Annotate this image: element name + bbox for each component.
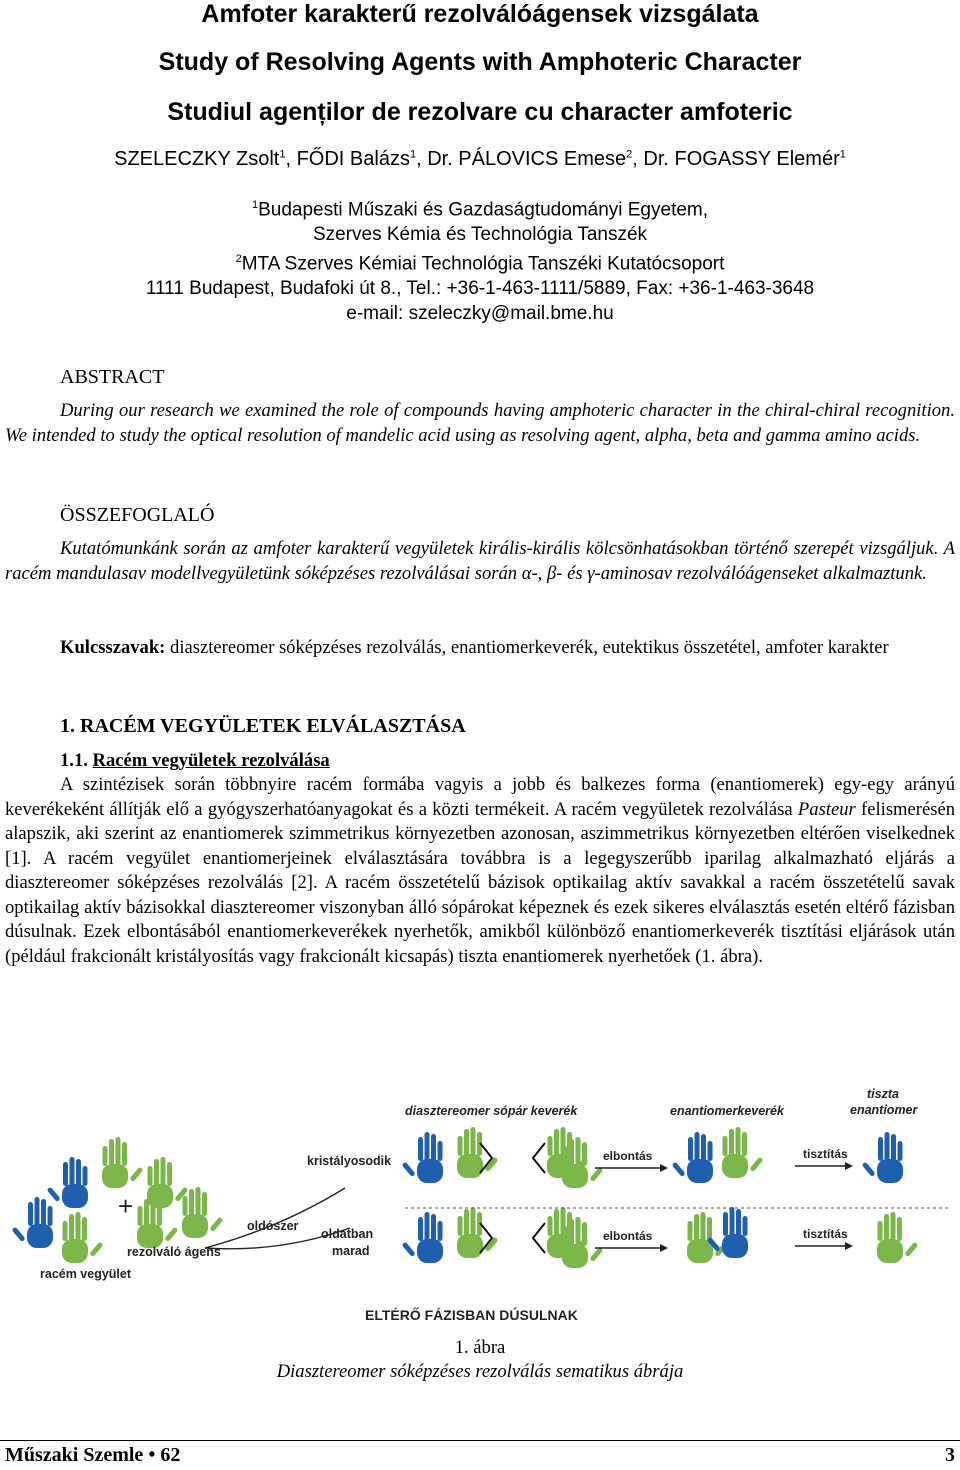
footer-journal: Műszaki Szemle • 62 — [5, 1444, 181, 1466]
label-oldatban: oldatban — [321, 1227, 374, 1241]
blue-hand-icon — [402, 1132, 443, 1183]
author-1: SZELECZKY Zsolt — [114, 148, 280, 170]
label-kristalyosodik: kristályosodik — [307, 1154, 392, 1168]
keywords-label: Kulcsszavak: — [60, 637, 166, 658]
label-oldoszer: oldószer — [247, 1219, 299, 1233]
blue-hand-icon — [672, 1132, 713, 1183]
authors: SZELECZKY Zsolt$^1$, FŐDI Balázs$^1$, Dr. PÁLOVICS Emese$^2$, Dr. FOGASSY Elemér$^1$ — [114, 148, 846, 170]
footer-page-number: 3 — [945, 1444, 955, 1466]
label-diasztereomer: diasztereomer sópár keverék — [405, 1104, 578, 1118]
arrows — [205, 1166, 845, 1249]
title-romanian: Studiul agenților de rezolvare cu character amfoteric — [167, 98, 793, 126]
keywords-text: diasztereomer sóképzéses rezolválás, enantiomerkeverék, eutektikus összetétel, amfoter karakter — [165, 637, 889, 658]
green-hand-icon — [182, 1187, 223, 1238]
plus-sign: + — [118, 1191, 134, 1221]
blue-hand-icon — [862, 1132, 903, 1183]
label-eltero-fazis: ELTÉRŐ FÁZISBAN DÚSULNAK — [365, 1307, 578, 1323]
green-hand-icon — [137, 1197, 178, 1248]
resolution-scheme-figure — [0, 1078, 960, 1330]
salt-pair-brackets — [480, 1143, 545, 1253]
author-2: , FŐDI Balázs — [285, 148, 410, 170]
green-hand-icon — [687, 1212, 728, 1263]
label-rezolvalo-agens: rezolváló ágens — [127, 1245, 221, 1259]
green-hand-icon — [457, 1127, 498, 1178]
abstract-heading: ABSTRACT — [60, 366, 165, 388]
label-elbontas-1: elbontás — [603, 1149, 653, 1163]
label-racem-vegyulet: racém vegyület — [40, 1267, 132, 1281]
author-3: , Dr. PÁLOVICS Emese — [416, 148, 627, 170]
summary-heading: ÖSSZEFOGLALÓ — [60, 504, 215, 526]
summary-text: Kutatómunkánk során az amfoter karakterű vegyületek királis-királis kölcsönhatásokban történő szerepét vizsgáljuk. A racém mandulasav modellvegyületünk sóképzéses rezolválásai során α-, β- és γ-aminosav rezolválóágenseket alkalmaztunk. — [5, 538, 955, 584]
label-elbontas-2: elbontás — [603, 1229, 653, 1243]
green-hand-icon — [457, 1207, 498, 1258]
section-paragraph: A szintézisek során többnyire racém formába vagyis a jobb és balkezes forma (enantiomerek) egy-egy arányú keverékeként állítják elő a gyógyszerhatóanyagokat és a közti termékeit. A racém vegyületek rezolválása Pasteur felismerésén alapszik, aki szerint az enantiomerek szimmetrikus környezetben azonosan, aszimmetrikus környezetben eltérően viselkednek [1]. A racém vegyület enantiomerjeinek elválasztására továbbra is a legegyszerűbb iparilag alkalmazható eljárás a diasztereomer sóképzéses rezolválás [2]. A racém összetételű bázisok optikailag aktív savakkal a racém összetételű savak optikailag aktív bázisokkal diasztereomer viszonyban álló sópárokat képeznek és ezek sikeres elválasztás esetén eltérő fázisban dúsulnak. Ezek elbontásából enantiomerkeverékek nyerhetők, amikből különböző enantiomerkeverék tisztítási eljárások után (például frakcionált kristályosítás vagy frakcionált kicsapás) tiszta enantiomerek nyerhetőek (1. ábra). — [5, 774, 956, 967]
affiliation-line-1: $^1$Budapesti Műszaki és Gazdaságtudományi Egyetem, — [251, 199, 709, 221]
title-english: Study of Resolving Agents with Amphoteric Character — [158, 48, 802, 76]
label-tiszta: tiszta — [867, 1087, 899, 1101]
label-marad: marad — [332, 1244, 370, 1258]
green-hand-icon — [722, 1127, 763, 1178]
footer-rule — [0, 1440, 960, 1441]
subsection-heading: 1.1. Racém vegyületek rezolválása — [60, 750, 330, 771]
label-enantiomer: enantiomer — [850, 1103, 918, 1117]
figure-caption-text: Diasztereomer sóképzéses rezolválás sematikus ábrája — [276, 1361, 684, 1382]
email[interactable]: e-mail: szeleczky@mail.bme.hu — [346, 302, 614, 324]
affiliation-line-4: 1111 Budapest, Budafoki út 8., Tel.: +36-1-463-1111/5889, Fax: +36-1-463-3648 — [145, 278, 815, 300]
keywords — [0, 636, 960, 661]
blue-hand-icon — [47, 1157, 88, 1208]
label-tisztitas-1: tisztítás — [803, 1147, 848, 1161]
green-hand-icon — [102, 1137, 143, 1188]
green-hand-icon — [877, 1212, 918, 1263]
figure-caption-number: 1. ábra — [454, 1337, 506, 1358]
abstract-text: During our research we examined the role of compounds having amphoteric character in the chiral-chiral recognition. We intended to study the optical resolution of mandelic acid using as resolving agent, alpha, beta and gamma amino acids. — [5, 400, 955, 446]
affiliation-line-2: Szerves Kémia és Technológia Tanszék — [312, 223, 648, 245]
blue-hand-icon — [12, 1197, 53, 1248]
affiliation — [0, 193, 960, 326]
label-tisztitas-2: tisztítás — [803, 1227, 848, 1241]
green-hand-icon — [62, 1212, 103, 1263]
author-4: , Dr. FOGASSY Elemér — [632, 148, 840, 170]
title-hungarian: Amfoter karakterű rezolválóágensek vizsgálata — [201, 0, 759, 28]
blue-hand-icon — [402, 1212, 443, 1263]
affiliation-line-3: $^2$MTA Szerves Kémiai Technológia Tanszéki Kutatócsoport — [235, 253, 725, 275]
label-enantiomerkeverek: enantiomerkeverék — [670, 1104, 784, 1118]
section-heading: 1. RACÉM VEGYÜLETEK ELVÁLASZTÁSA — [60, 715, 466, 737]
